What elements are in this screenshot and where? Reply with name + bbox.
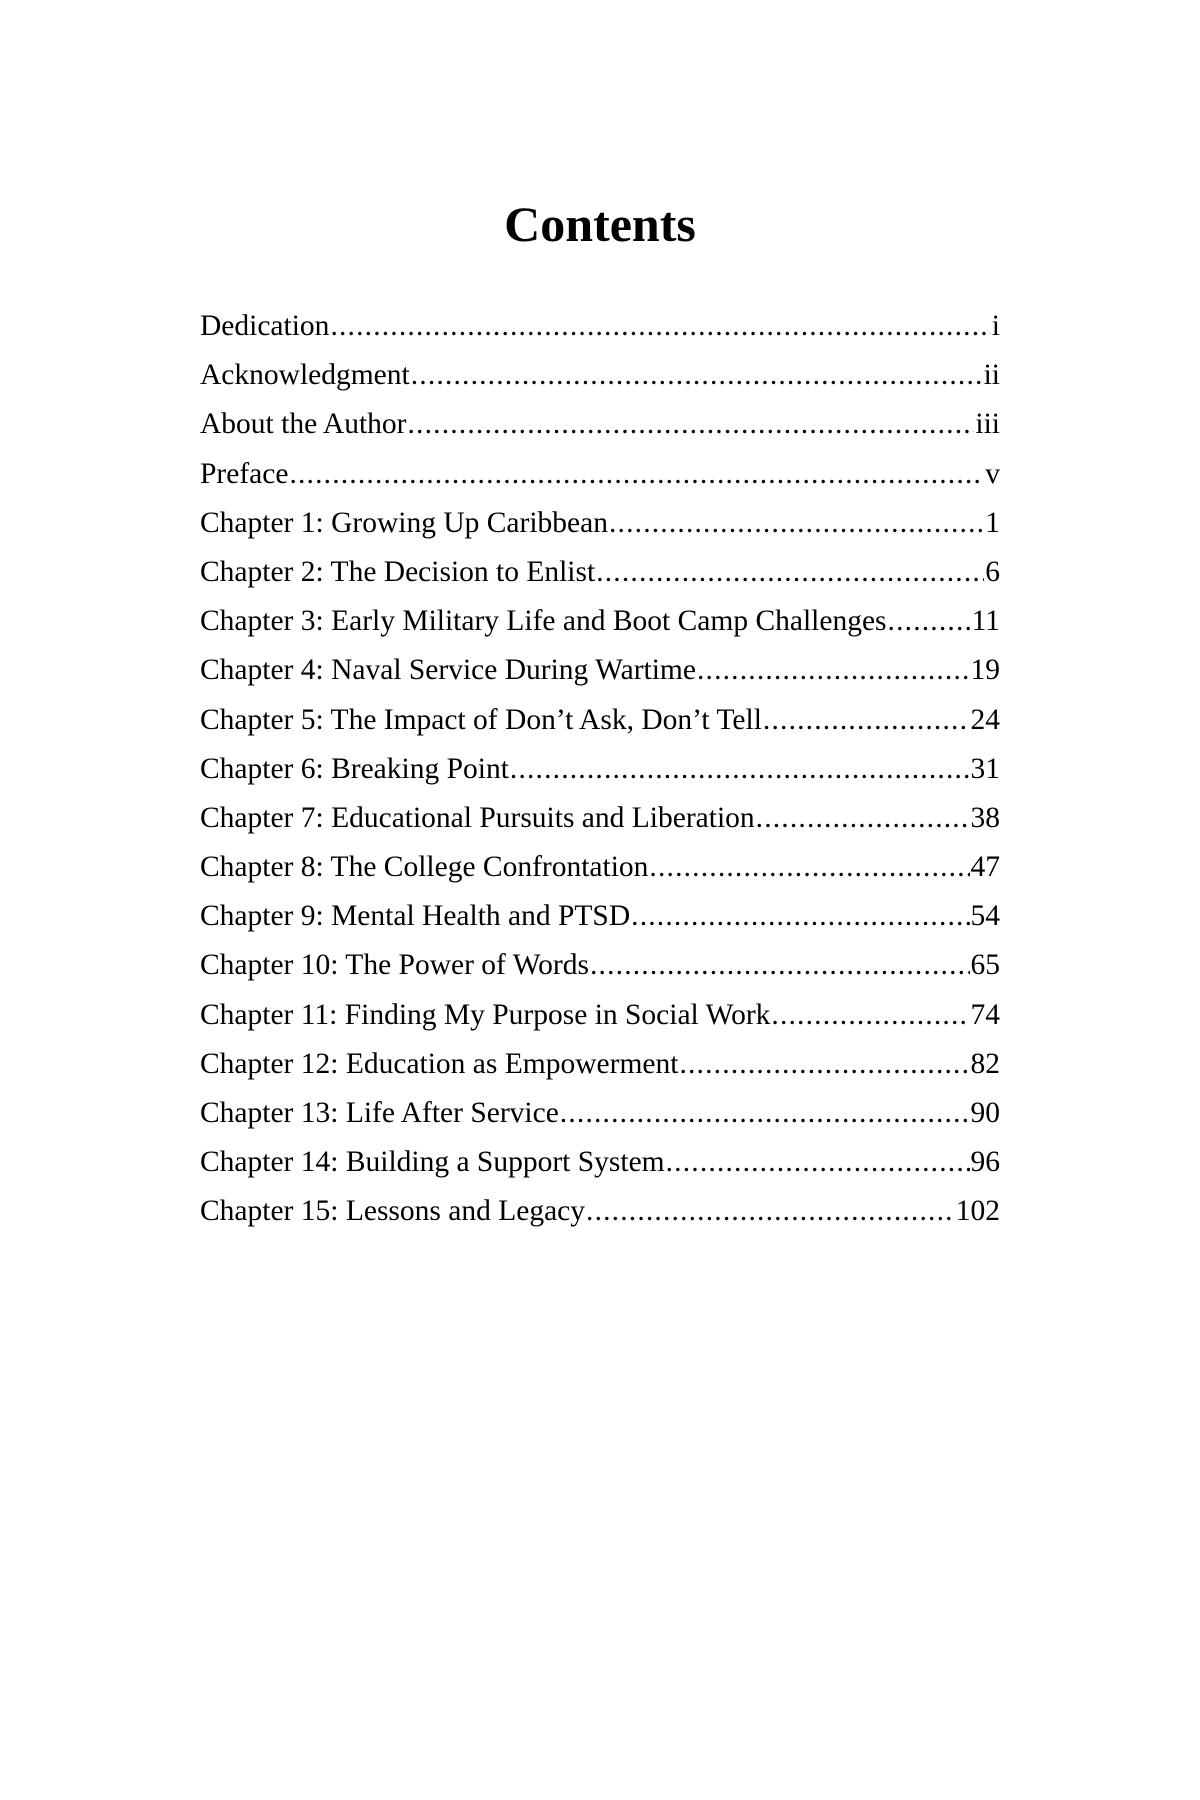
dot-leader	[666, 1138, 970, 1187]
table-of-contents	[200, 302, 1000, 1237]
dot-leader	[756, 794, 970, 843]
dot-leader	[771, 991, 969, 1040]
dot-leader	[609, 499, 984, 548]
toc-entry-label: Chapter 15: Lessons and Legacy	[200, 1195, 586, 1228]
dot-leader	[510, 745, 970, 794]
toc-entry-chapter-7[interactable]	[200, 794, 1000, 843]
dot-leader	[763, 696, 970, 745]
toc-entry-label: Chapter 4: Naval Service During Wartime	[200, 654, 696, 687]
toc-entry-page-number: 90	[970, 1097, 1000, 1129]
toc-entry-chapter-8[interactable]	[200, 843, 1000, 892]
toc-entry-chapter-15[interactable]	[200, 1187, 1000, 1236]
dot-leader	[596, 548, 984, 597]
toc-entry-about-the-author[interactable]	[200, 400, 1000, 449]
toc-entry-chapter-10[interactable]	[200, 941, 1000, 990]
toc-entry-page-number: 96	[970, 1146, 1000, 1179]
toc-entry-page-number: 65	[970, 949, 1000, 982]
toc-entry-page-number: 102	[955, 1195, 1000, 1228]
dot-leader	[590, 941, 970, 990]
toc-entry-label: Acknowledgment	[200, 359, 410, 392]
toc-entry-page-number: 74	[970, 998, 1000, 1031]
dot-leader	[631, 892, 969, 941]
toc-entry-chapter-1[interactable]	[200, 499, 1000, 548]
toc-entry-page-number: iii	[975, 408, 1000, 441]
toc-entry-chapter-12[interactable]	[200, 1040, 1000, 1089]
toc-entry-page-number: 82	[970, 1047, 1000, 1080]
toc-entry-label: Chapter 2: The Decision to Enlist	[200, 555, 596, 588]
dot-leader	[697, 646, 970, 695]
toc-entry-label: Chapter 1: Growing Up Caribbean	[200, 506, 608, 539]
dot-leader	[586, 1187, 955, 1236]
toc-entry-chapter-2[interactable]	[200, 548, 1000, 597]
toc-entry-label: Chapter 12: Education as Empowerment	[200, 1047, 679, 1080]
toc-entry-acknowledgment[interactable]	[200, 351, 1000, 400]
toc-entry-label: About the Author	[200, 408, 407, 441]
toc-entry-chapter-5[interactable]	[200, 696, 1000, 745]
toc-entry-page-number: i	[991, 310, 1000, 342]
dot-leader	[411, 351, 983, 400]
toc-entry-label: Chapter 7: Educational Pursuits and Liberation	[200, 801, 755, 834]
dot-leader	[330, 302, 990, 351]
toc-entry-label: Chapter 6: Breaking Point	[200, 752, 509, 785]
toc-entry-page-number: ii	[983, 359, 1000, 392]
toc-entry-label: Chapter 5: The Impact of Don’t Ask, Don’t Tell	[200, 703, 762, 736]
toc-entry-chapter-3[interactable]	[200, 597, 1000, 646]
toc-entry-label: Chapter 11: Finding My Purpose in Social Work	[200, 998, 771, 1031]
toc-entry-label: Chapter 3: Early Military Life and Boot Camp Challenges	[200, 605, 887, 638]
toc-entry-chapter-4[interactable]	[200, 646, 1000, 695]
dot-leader	[408, 400, 975, 449]
toc-entry-chapter-13[interactable]	[200, 1089, 1000, 1138]
toc-entry-page-number: 19	[970, 654, 1000, 687]
toc-entry-label: Chapter 14: Building a Support System	[200, 1146, 665, 1179]
dot-leader	[560, 1089, 970, 1138]
toc-entry-page-number: v	[985, 457, 1000, 490]
toc-entry-label: Chapter 9: Mental Health and PTSD	[200, 900, 631, 933]
toc-entry-chapter-6[interactable]	[200, 745, 1000, 794]
toc-entry-page-number: 47	[970, 851, 1000, 884]
toc-entry-page-number: 38	[970, 801, 1000, 834]
dot-leader	[289, 450, 984, 499]
toc-entry-page-number: 24	[970, 703, 1000, 736]
toc-entry-chapter-9[interactable]	[200, 892, 1000, 941]
toc-entry-chapter-14[interactable]	[200, 1138, 1000, 1187]
dot-leader	[679, 1040, 969, 1089]
dot-leader	[888, 597, 971, 646]
toc-entry-label: Chapter 8: The College Confrontation	[200, 851, 649, 884]
toc-entry-page-number: 11	[971, 605, 1000, 638]
dot-leader	[649, 843, 969, 892]
toc-entry-label: Dedication	[200, 310, 330, 342]
toc-entry-page-number: 6	[985, 555, 1000, 588]
toc-entry-chapter-11[interactable]	[200, 991, 1000, 1040]
page-title: Contents	[504, 196, 696, 252]
toc-entry-dedication[interactable]	[200, 302, 1000, 351]
toc-entry-label: Chapter 10: The Power of Words	[200, 949, 589, 982]
toc-entry-page-number: 54	[970, 900, 1000, 933]
toc-entry-page-number: 31	[970, 752, 1000, 785]
toc-entry-label: Preface	[200, 457, 289, 490]
toc-entry-page-number: 1	[985, 506, 1000, 539]
toc-entry-label: Chapter 13: Life After Service	[200, 1097, 559, 1129]
toc-entry-preface[interactable]	[200, 450, 1000, 499]
